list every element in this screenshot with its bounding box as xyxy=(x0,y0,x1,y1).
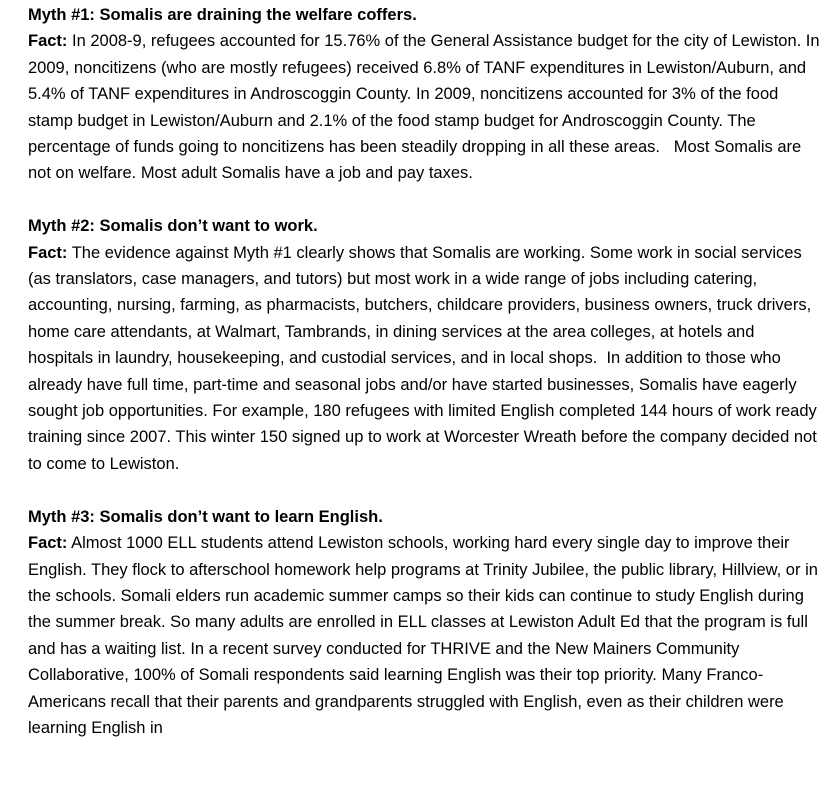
myth-heading: Myth #3: Somalis don’t want to learn English. xyxy=(28,507,383,526)
myth-section-1 xyxy=(28,2,824,187)
fact-label: Fact: xyxy=(28,32,68,51)
fact-label: Fact: xyxy=(28,534,68,553)
fact-paragraph xyxy=(28,240,824,478)
fact-text: The evidence against Myth #1 clearly shows that Somalis are working. Some work in social services (as translators, case managers, and tutors) but most work in a wide range of jobs including catering, accounting, nursing, farming, as pharmacists, butchers, childcare providers, business owners, truck drivers, home care attendants, at Walmart, Tambrands, in dining services at the area colleges, at hotels and hospitals in laundry, housekeeping, and custodial services, and in local shops. In addition to those who already have full time, part-time and seasonal jobs and/or have started businesses, Somalis have eagerly sought job opportunities. For example, 180 refugees with limited English completed 144 hours of work ready training since 2007. This winter 150 signed up to work at Worcester Wreath before the company decided not to come to Lewiston. xyxy=(28,243,817,473)
fact-text: In 2008-9, refugees accounted for 15.76% of the General Assistance budget for the city of Lewiston. In 2009, noncitizens (who are mostly refugees) received 6.8% of TANF expenditures in Lewiston/Auburn, and 5.4% of TANF expenditures in Androscoggin County. In 2009, noncitizens accounted for 3% of the food stamp budget in Lewiston/Auburn and 2.1% of the food stamp budget for Androscoggin County. The percentage of funds going to noncitizens has been steadily dropping in all these areas. Most Somalis are not on welfare. Most adult Somalis have a job and pay taxes. xyxy=(28,32,820,183)
fact-paragraph xyxy=(28,530,824,741)
myth-section-3 xyxy=(28,504,824,742)
myth-heading: Myth #2: Somalis don’t want to work. xyxy=(28,217,318,236)
myth-section-2 xyxy=(28,213,824,477)
myth-heading: Myth #1: Somalis are draining the welfare coffers. xyxy=(28,6,417,24)
fact-paragraph xyxy=(28,28,824,186)
document-page xyxy=(28,2,824,768)
fact-label: Fact: xyxy=(28,243,68,262)
fact-text: Almost 1000 ELL students attend Lewiston schools, working hard every single day to improve their English. They flock to afterschool homework help programs at Trinity Jubilee, the public library, Hillview, or in the schools. Somali elders run academic summer camps so their kids can continue to study English during the summer break. So many adults are enrolled in ELL classes at Lewiston Adult Ed that the program is full and has a waiting list. In a recent survey conducted for THRIVE and the New Mainers Community Collaborative, 100% of Somali respondents said learning English was their top priority. Many Franco-Americans recall that their parents and grandparents struggled with English, even as their children were learning English in xyxy=(28,534,818,737)
